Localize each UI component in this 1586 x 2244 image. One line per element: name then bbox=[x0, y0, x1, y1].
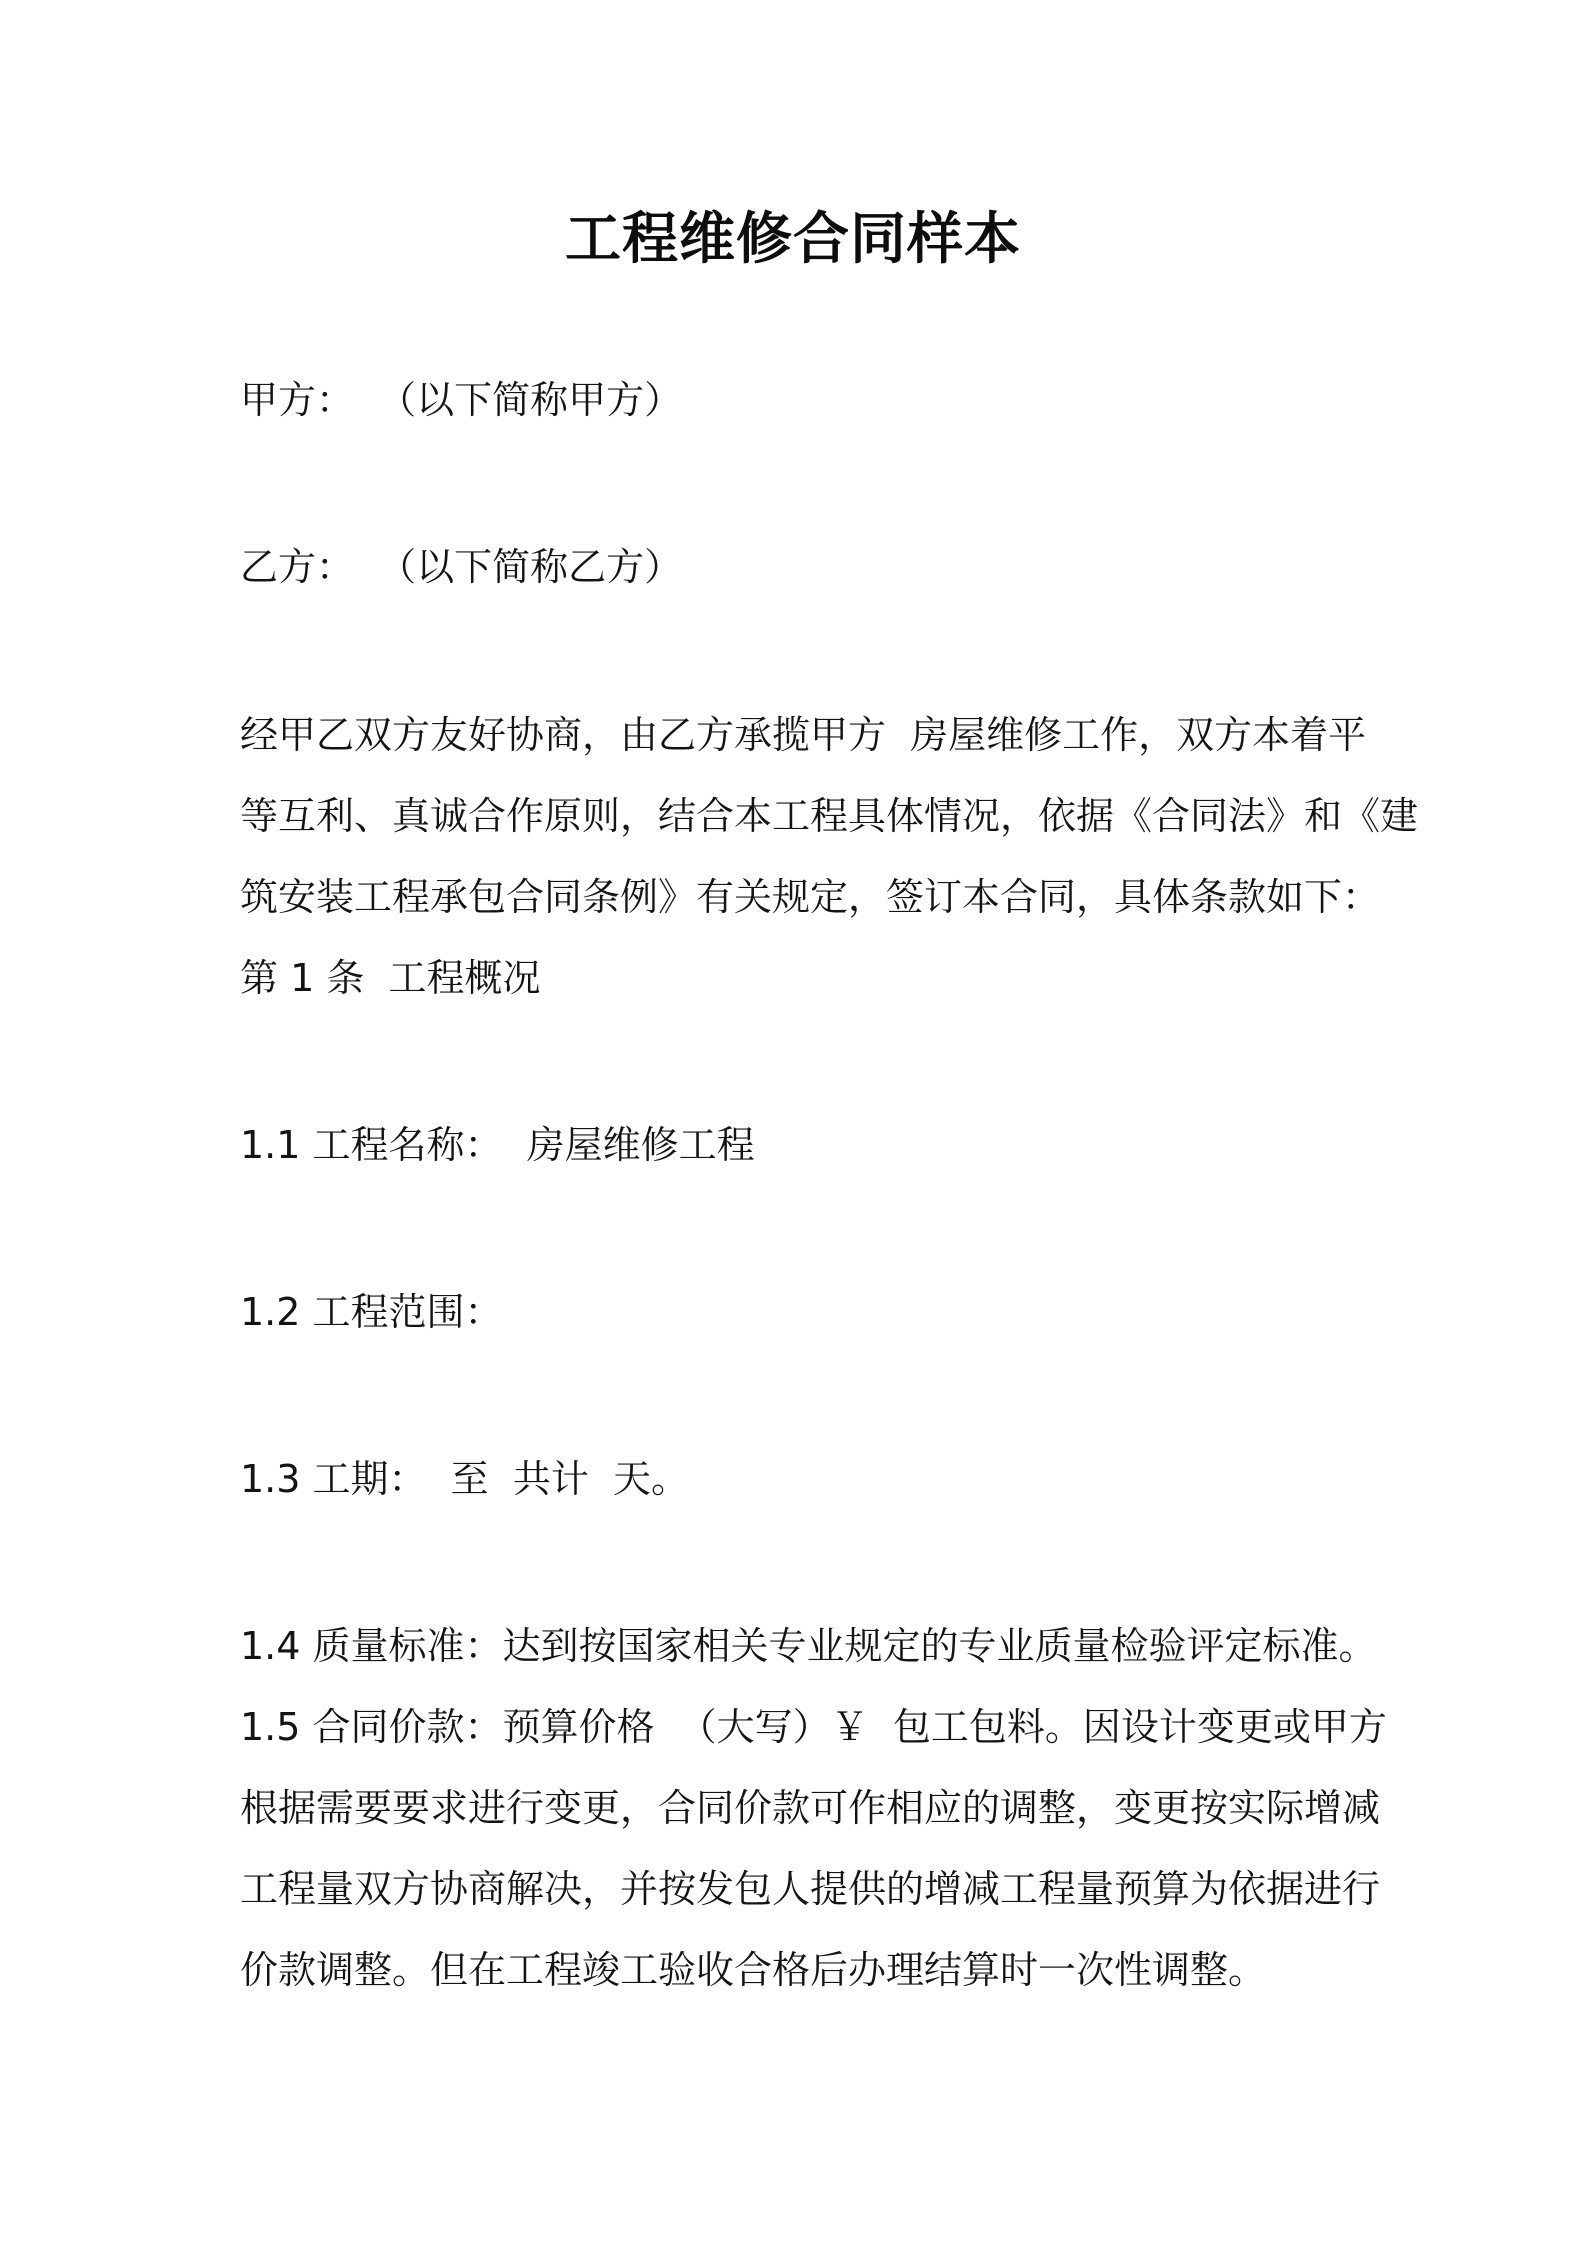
clause-1-2: 1.2 工程范围： bbox=[240, 1290, 503, 1334]
clause-1-1: 1.1 工程名称： 房屋维修工程 bbox=[240, 1123, 755, 1167]
preamble-line-1: 经甲乙双方友好协商，由乙方承揽甲方 房屋维修工作，双方本着平 bbox=[240, 713, 1367, 757]
article-1-heading: 第 1 条 工程概况 bbox=[240, 956, 541, 1000]
clause-1-4: 1.4 质量标准：达到按国家相关专业规定的专业质量检验评定标准。 bbox=[240, 1624, 1377, 1668]
preamble-line-2: 等互利、真诚合作原则，结合本工程具体情况，依据《合同法》和《建 bbox=[240, 794, 1419, 838]
clause-1-5-line-2: 根据需要要求进行变更，合同价款可作相应的调整，变更按实际增减 bbox=[240, 1786, 1381, 1830]
clause-1-3: 1.3 工期： 至 共计 天。 bbox=[240, 1457, 689, 1501]
document-title: 工程维修合同样本 bbox=[565, 207, 1021, 272]
preamble-line-3: 筑安装工程承包合同条例》有关规定，签订本合同，具体条款如下： bbox=[240, 875, 1381, 919]
clause-1-5-line-3: 工程量双方协商解决，并按发包人提供的增减工程量预算为依据进行 bbox=[240, 1867, 1381, 1911]
party-b-line: 乙方： （以下简称乙方） bbox=[240, 545, 683, 589]
clause-1-5-line-4: 价款调整。但在工程竣工验收合格后办理结算时一次性调整。 bbox=[240, 1948, 1267, 1992]
clause-1-5-line-1: 1.5 合同价款：预算价格 （大写）￥ 包工包料。因设计变更或甲方 bbox=[240, 1705, 1387, 1749]
party-a-line: 甲方： （以下简称甲方） bbox=[240, 378, 683, 422]
